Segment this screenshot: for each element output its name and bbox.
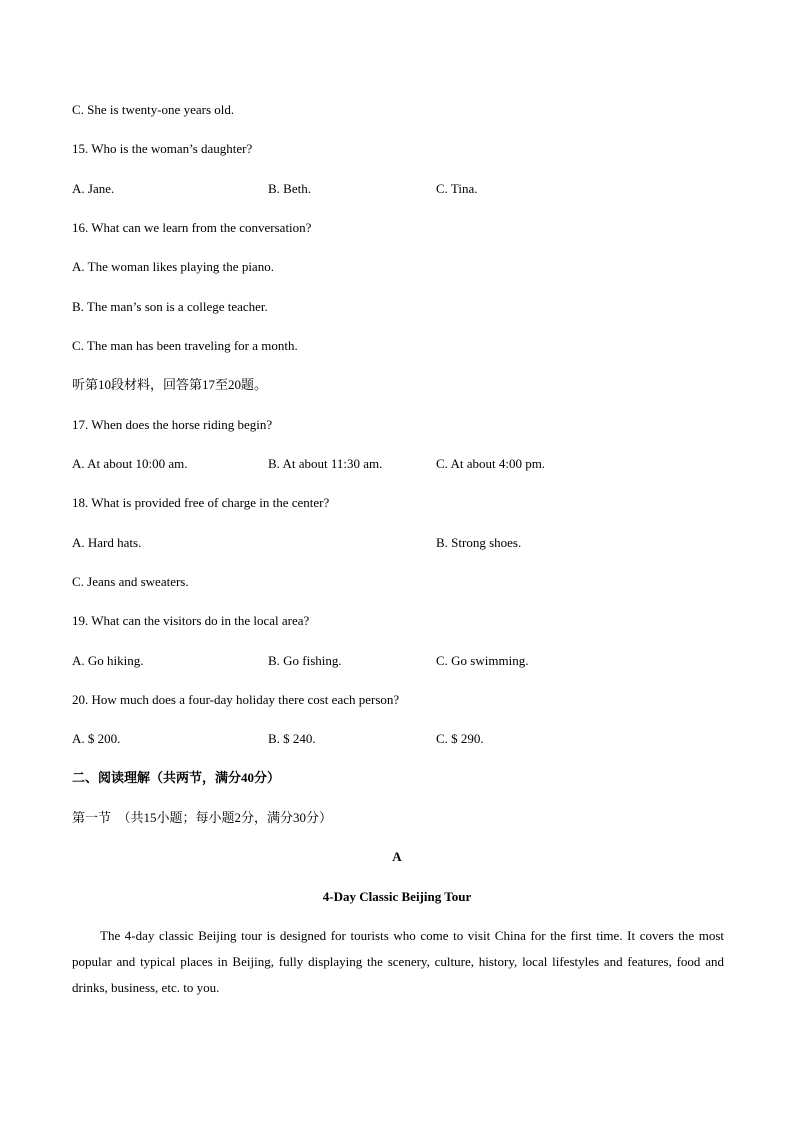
part-2-heading: 二、阅读理解（共两节，满分40分） (72, 770, 281, 785)
q17-option-a: A. At about 10:00 am. (72, 456, 188, 471)
passage-label: A (392, 849, 402, 864)
question-17: 17. When does the horse riding begin? (72, 417, 273, 432)
passage-paragraph: The 4-day classic Beijing tour is designed for tourists who come to visit China for the first time. It covers the most popular and typical places in Beijing, fully displaying the scenery, culture, history, local lifestyles and features, food and drinks, business, etc. to you. (72, 928, 724, 995)
q15-option-a: A. Jane. (72, 181, 115, 196)
q18-option-b: B. Strong shoes. (436, 535, 522, 550)
q18-option-c: C. Jeans and sweaters. (72, 574, 189, 589)
q15-option-c: C. Tina. (436, 181, 478, 196)
q16-option-a: A. The woman likes playing the piano. (72, 259, 274, 274)
section-10-instruction: 听第10段材料，回答第17至20题。 (72, 377, 268, 392)
q20-option-b: B. $ 240. (268, 731, 316, 746)
question-16: 16. What can we learn from the conversation? (72, 220, 312, 235)
question-20: 20. How much does a four-day holiday there cost each person? (72, 692, 400, 707)
q14-option-c: C. She is twenty-one years old. (72, 102, 235, 117)
passage-title: 4-Day Classic Beijing Tour (322, 889, 472, 904)
q20-option-c: C. $ 290. (436, 731, 484, 746)
section-1-heading: 第一节 （共15小题；每小题2分，满分30分） (72, 810, 333, 825)
q18-option-a: A. Hard hats. (72, 535, 142, 550)
q17-option-b: B. At about 11:30 am. (268, 456, 383, 471)
question-19: 19. What can the visitors do in the local area? (72, 613, 310, 628)
q16-option-c: C. The man has been traveling for a month. (72, 338, 298, 353)
q16-option-b: B. The man’s son is a college teacher. (72, 299, 268, 314)
q19-option-c: C. Go swimming. (436, 653, 529, 668)
q17-option-c: C. At about 4:00 pm. (436, 456, 546, 471)
q19-option-b: B. Go fishing. (268, 653, 342, 668)
question-18: 18. What is provided free of charge in the center? (72, 495, 330, 510)
q20-option-a: A. $ 200. (72, 731, 121, 746)
q19-option-a: A. Go hiking. (72, 653, 144, 668)
q15-option-b: B. Beth. (268, 181, 311, 196)
question-15: 15. Who is the woman’s daughter? (72, 141, 253, 156)
